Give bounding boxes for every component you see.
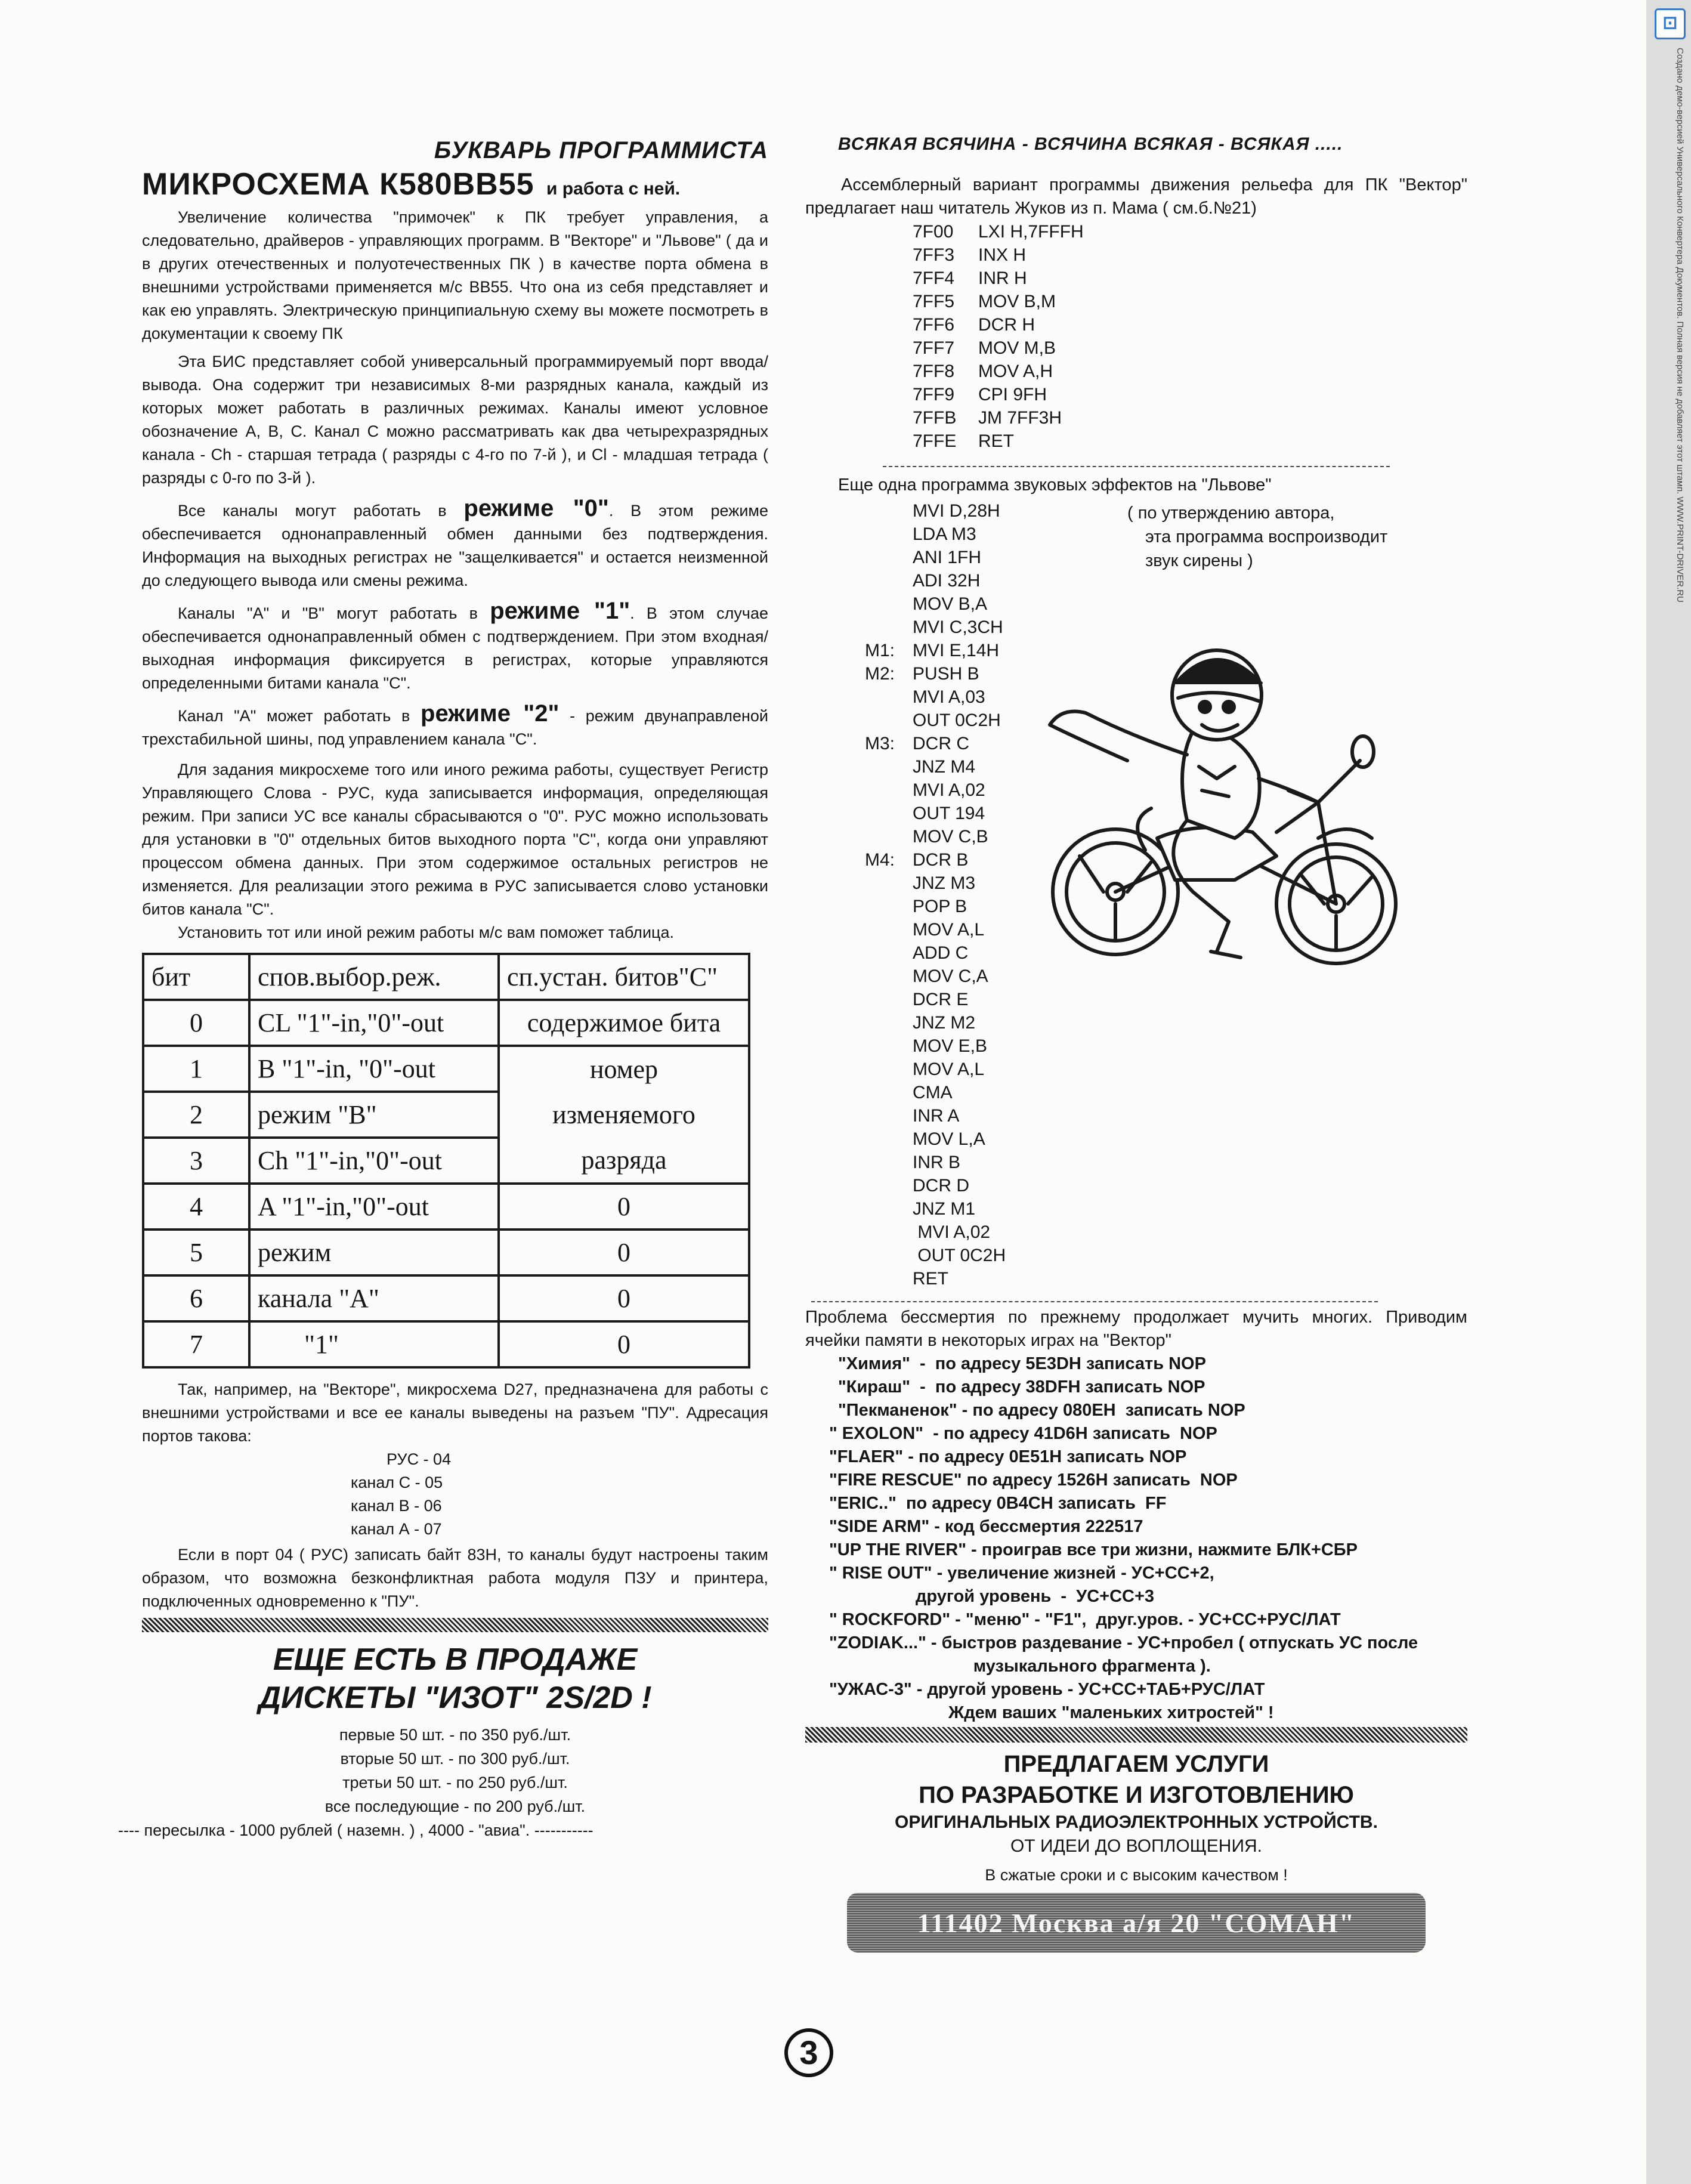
paragraph-table-intro: Установить тот или иной режим работы м/с вам поможет таблица.	[178, 923, 675, 941]
code-line: MOV A,L	[913, 1059, 985, 1079]
note-line: ( по утверждению автора,	[1127, 503, 1335, 523]
relief-intro: Ассемблерный вариант программы движения рельефа для ПК "Вектор" предлагает наш читатель Жуков из п. Мама ( см.б.№21)	[805, 175, 1467, 218]
table-row	[143, 1184, 749, 1230]
sale-title: ЕЩЕ ЕСТЬ В ПРОДАЖЕ	[273, 1642, 638, 1677]
price-item: все последующие - по 200 руб./шт.	[324, 1797, 586, 1815]
code-line: DCR D	[913, 1176, 969, 1196]
mode0-label: режиме "0"	[463, 495, 609, 521]
table-cell-bit: 5	[143, 1230, 249, 1275]
article-title	[142, 166, 768, 202]
code-line: INR A	[913, 1106, 960, 1126]
table-row	[143, 1000, 749, 1046]
table-cell-mode: Ch "1"-in,"0"-out	[249, 1138, 499, 1184]
paragraph-control-word: Для задания микросхеме того или иного режима работы, существует Регистр Управляющего Слова - РУС, куда записывается информация, определяющая режим. При записи УС все каналы сбрасываются о "0". РУС можно использовать для установки в "0" отдельных битов выходного порта "С", когда они управляют процессом обмена данных. При этом содержимое остальных регистров не изменяется. Для реализации этого режима в РУС записывается слово установки битов канала "С".	[142, 761, 768, 918]
table-cell-mode: A "1"-in,"0"-out	[249, 1184, 499, 1230]
table-cell-bit: 0	[143, 1000, 249, 1046]
mode2-lead: Канал "А" может работать в	[178, 707, 410, 725]
code-line: CMA	[913, 1083, 953, 1102]
cheats-intro: Проблема бессмертия по прежнему продолжает мучить многих. Приводим ячейки памяти в некоторых играх на "Вектор"	[805, 1308, 1467, 1350]
ad-line-5: В сжатые сроки и с высоким качеством !	[985, 1866, 1288, 1884]
cheat-item: "ZODIAK..." - быстров раздевание - УС+пробел ( отпускать УС после	[829, 1633, 1418, 1652]
code-line: JNZ M4	[913, 757, 975, 777]
converter-sidebar	[1646, 0, 1691, 2184]
code-line: OUT 194	[913, 804, 985, 823]
mode1-lead: Каналы "А" и "В" могут работать в	[178, 604, 478, 622]
mode1-label: режиме "1"	[490, 598, 630, 624]
code-line: MVI A,02	[913, 1222, 991, 1242]
cheat-item: "Кираш" - по адресу 38DFH записать NOP	[838, 1377, 1205, 1397]
wait-tips: Ждем ваших "маленьких хитростей" !	[948, 1703, 1274, 1722]
code-line: JNZ M2	[913, 1013, 975, 1033]
right-heading: ВСЯКАЯ ВСЯЧИНА - ВСЯЧИНА ВСЯКАЯ - ВСЯКАЯ .....	[838, 134, 1343, 154]
table-header-mode: спов.выбор.реж.	[249, 954, 499, 1000]
table-row	[143, 1230, 749, 1275]
address-banner	[847, 1893, 1426, 1953]
table-cell-bit: 4	[143, 1184, 249, 1230]
code-line: POP B	[913, 897, 967, 916]
separator-hatch	[142, 1618, 768, 1632]
table-cell-cbits: содержимое бита	[499, 1000, 749, 1046]
table-cell-mode: канала "А"	[249, 1275, 499, 1321]
page-number: 3	[784, 2028, 833, 2077]
mode2-label: режиме "2"	[421, 700, 559, 727]
table-cell-cbits: изменяемого	[499, 1092, 749, 1138]
code-line: 7FF8 MOV A,H	[913, 362, 1053, 381]
code-line: 7FF9 CPI 9FH	[913, 385, 1047, 404]
code-line: 7FF7 MOV M,B	[913, 338, 1056, 358]
ad-line-3: ОРИГИНАЛЬНЫХ РАДИОЭЛЕКТРОННЫХ УСТРОЙСТВ.	[895, 1812, 1378, 1832]
cheat-item: другой уровень - УС+СС+3	[829, 1587, 1155, 1606]
paragraph-intro: Увеличение количества "примочек" к ПК требует управления, а следовательно, драйверов - управляющих программ. В "Векторе" и "Львове" ( да и в других отечественных и полуотечественных ПК ) в качестве порта обмена в внешними устройствами применяется м/с ВВ55. Что она из себя представляет и как ею управлять. Электрическую принципиальную схему вы можете посмотреть в документации к своему ПК	[142, 208, 768, 342]
cheat-item: "FLAER" - по адресу 0E51H записать NOP	[829, 1447, 1187, 1466]
siren-note	[1127, 501, 1387, 573]
cheat-item: "ERIC.." по адресу 0B4CH записать FF	[829, 1494, 1167, 1513]
cheat-item: "FIRE RESCUE" по адресу 1526H записать NOP	[829, 1471, 1238, 1490]
code-line: MOV A,L	[913, 920, 985, 940]
title-main: МИКРОСХЕМА К580ВВ55	[142, 167, 534, 202]
section-heading: БУКВАРЬ ПРОГРАММИСТА	[434, 137, 768, 163]
separator-hatch	[805, 1727, 1467, 1743]
mode-table	[142, 953, 750, 1369]
port-rus: РУС - 04	[387, 1450, 452, 1468]
code-line: MOV L,A	[913, 1129, 985, 1149]
table-cell-cbits: 0	[499, 1230, 749, 1275]
paragraph-bis: Эта БИС представляет собой универсальный программируемый порт ввода/вывода. Она содержит три независимых 8-ми разрядных канала, каждый из которых может работать в различных режимах. Каналы имеют условное обозначение А, В, С. Канал С можно рассматривать как два четырехразрядных канала - Ch - старшая тетрада ( разряды с 4-го по 7-й ), и Cl - младшая тетрада ( разряды с 0-го по 3-й ).	[142, 353, 768, 487]
table-cell-bit: 2	[143, 1092, 249, 1138]
relief-program	[913, 220, 1467, 453]
ad-line-2: ПО РАЗРАБОТКЕ И ИЗГОТОВЛЕНИЮ	[919, 1782, 1354, 1808]
table-header-bit: бит	[143, 954, 249, 1000]
cheat-item: "Химия" - по адресу 5E3DH записать NOP	[838, 1354, 1206, 1373]
code-line: MOV C,A	[913, 966, 988, 986]
code-line: OUT 0C2H	[913, 711, 1001, 730]
note-line: эта программа воспроизводит	[1145, 527, 1388, 546]
table-cell-bit: 3	[143, 1138, 249, 1184]
table-header-cbits: сп.устан. битов"С"	[499, 954, 749, 1000]
table-row	[143, 1046, 749, 1092]
code-line: M2: PUSH B	[865, 664, 979, 684]
table-cell-bit: 6	[143, 1275, 249, 1321]
cheat-item: " RISE OUT" - увеличение жизней - УС+СС+2,	[829, 1564, 1214, 1583]
code-line: MOV E,B	[913, 1036, 988, 1056]
code-line: RET	[913, 1269, 948, 1289]
title-sub: и работа с ней.	[546, 179, 681, 199]
table-cell-cbits: номер	[499, 1046, 749, 1092]
paragraph-port-config: Если в порт 04 ( РУС) записать байт 83Н, то каналы будут настроены таким образом, что возможна безконфликтная работа модуля ПЗУ и принтера, подключенных одновременно к "ПУ".	[142, 1546, 768, 1610]
paragraph-vector-ports: Так, например, на "Векторе", микросхема D27, предназначена для работы с внешними устройствами и все ее каналы выведены на разъем "ПУ". Адресация портов такова:	[142, 1380, 768, 1445]
table-row	[143, 1321, 749, 1367]
code-line: 7FF5 MOV B,M	[913, 292, 1056, 311]
motorcycle-rider-illustration	[1038, 641, 1408, 1023]
address-text: 111402 Москва а/я 20 "СОМАН"	[917, 1907, 1356, 1938]
mode0-lead: Все каналы могут работать в	[178, 502, 447, 520]
port-b: канал В - 06	[351, 1497, 442, 1515]
table-cell-cbits: разряда	[499, 1138, 749, 1184]
table-cell-cbits: 0	[499, 1321, 749, 1367]
code-line: DCR E	[913, 990, 969, 1009]
code-line: ADD C	[913, 943, 969, 963]
paragraph-mode1	[142, 600, 768, 695]
code-line: INR B	[913, 1153, 961, 1172]
dashed-separator	[883, 466, 1390, 467]
table-cell-mode: "1"	[249, 1321, 499, 1367]
code-line: MVI D,28H	[913, 501, 1000, 521]
cheat-item: " ROCKFORD" - "меню" - "F1", друг.уров. - УС+СС+РУС/ЛАТ	[829, 1610, 1341, 1629]
shipping-note: ---- пересылка - 1000 рублей ( наземн. ) , 4000 - "авиа". -----------	[118, 1821, 593, 1839]
dashed-separator	[811, 1301, 1378, 1302]
ad-line-1: ПРЕДЛАГАЕМ УСЛУГИ	[1003, 1751, 1269, 1777]
cheat-item: "Пекманенок" - по адресу 080EH записать NOP	[838, 1401, 1245, 1420]
code-line: MVI A,03	[913, 687, 985, 707]
cheat-item: "SIDE ARM" - код бессмертия 222517	[829, 1517, 1143, 1536]
port-c: канал С - 05	[351, 1473, 443, 1491]
port-list	[351, 1448, 768, 1541]
table-cell-mode: режим	[249, 1230, 499, 1275]
table-cell-cbits: 0	[499, 1184, 749, 1230]
table-cell-bit: 1	[143, 1046, 249, 1092]
code-line: 7FF4 INR H	[913, 268, 1027, 288]
code-line: 7FF6 DCR H	[913, 315, 1035, 335]
sale-product: ДИСКЕТЫ "ИЗОТ" 2S/2D !	[258, 1681, 652, 1715]
table-cell-mode: В "1"-in, "0"-out	[249, 1046, 499, 1092]
table-cell-cbits: 0	[499, 1275, 749, 1321]
ad-line-4: ОТ ИДЕИ ДО ВОПЛОЩЕНИЯ.	[1010, 1836, 1263, 1856]
cheat-item: " EXOLON" - по адресу 41D6H записать NOP	[829, 1424, 1217, 1443]
code-line: OUT 0C2H	[913, 1246, 1006, 1265]
port-a: канал А - 07	[351, 1520, 442, 1538]
price-item: вторые 50 шт. - по 300 руб./шт.	[340, 1750, 570, 1768]
cheat-item: музыкального фрагмента ).	[829, 1657, 1211, 1676]
paragraph-mode2	[142, 702, 768, 751]
code-line: 7FFE RET	[913, 431, 1014, 451]
table-row	[143, 1138, 749, 1184]
code-line: JNZ M3	[913, 873, 975, 893]
code-line: ANI 1FH	[913, 548, 982, 567]
code-line: MOV C,B	[913, 827, 988, 847]
code-line: MVI A,02	[913, 780, 985, 800]
table-header-row	[143, 954, 749, 1000]
note-line: звук сирены )	[1145, 551, 1253, 570]
code-line: ADI 32H	[913, 571, 981, 591]
code-line: M1: MVI E,14H	[865, 641, 1000, 660]
code-line: 7FFB JM 7FF3H	[913, 408, 1062, 428]
table-cell-mode: режим "В"	[249, 1092, 499, 1138]
price-list	[142, 1723, 768, 1818]
right-column	[805, 134, 1467, 1953]
services-ad	[805, 1749, 1467, 1953]
mode1-text: . В этом случае обеспечивается однонаправленный обмен с подтверждением. При этом входная/выходная информация фиксируется в регистрах, которые управляются определенными битами канала "С".	[142, 604, 768, 692]
left-column	[118, 137, 768, 1842]
code-line: 7FF3 INX H	[913, 245, 1027, 265]
code-line: JNZ M1	[913, 1199, 975, 1219]
table-row	[143, 1275, 749, 1321]
table-cell-mode: CL "1"-in,"0"-out	[249, 1000, 499, 1046]
code-line: M4: DCR B	[865, 850, 969, 870]
code-line: M3: DCR C	[865, 734, 969, 753]
paragraph-mode0	[142, 497, 768, 592]
table-cell-bit: 7	[143, 1321, 249, 1367]
cheats-block	[805, 1306, 1467, 1725]
code-line: MVI C,3CH	[913, 617, 1003, 637]
watermark-text: Создано демо-версией Универсального Конвертера Документов. Полная версия не добавляет этот штамп. WWW.PRINT-DRIVER.RU	[1675, 48, 1685, 603]
table-row	[143, 1092, 749, 1138]
mode2-text: - режим двунаправленой трехстабильной шины, под управлением канала "С".	[142, 707, 768, 748]
floppy-sale	[142, 1641, 768, 1818]
code-line: 7F00 LXI H,7FFFH	[913, 222, 1084, 242]
converter-logo-icon: ⊡	[1655, 8, 1686, 39]
price-item: третьи 50 шт. - по 250 руб./шт.	[342, 1774, 568, 1791]
mode0-text: . В этом режиме обеспечивается однонаправленный обмен данными без подтверждения. Информация на выходных регистрах не "защелкивается" и остается неизменной до следующего вывода или смены режима.	[142, 502, 768, 589]
siren-intro: Еще одна программа звуковых эффектов на "Львове"	[838, 475, 1272, 495]
code-line: LDA M3	[913, 524, 976, 544]
cheat-item: "UP THE RIVER" - проиграв все три жизни, нажмите БЛК+СБР	[829, 1540, 1358, 1559]
price-item: первые 50 шт. - по 350 руб./шт.	[339, 1726, 571, 1744]
code-line: MOV B,A	[913, 594, 988, 614]
cheat-item: "УЖАС-3" - другой уровень - УС+СС+ТАБ+РУС/ЛАТ	[829, 1680, 1265, 1699]
